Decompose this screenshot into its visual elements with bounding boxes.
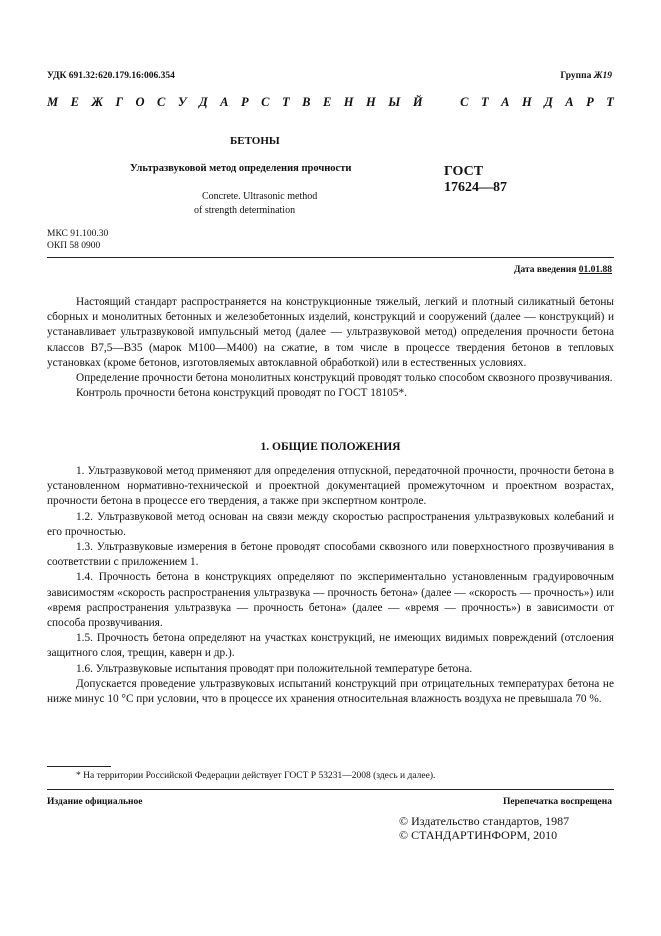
banner-letter: Н	[343, 95, 354, 109]
banner-letter: Т	[480, 95, 489, 109]
intro-date-value: 01.01.88	[578, 265, 612, 275]
section-text	[47, 464, 614, 707]
footnote: * На территории Российской Федерации действует ГОСТ Р 53231—2008 (здесь и далее).	[76, 771, 436, 781]
group-code	[560, 71, 612, 81]
group-label: Группа	[560, 71, 592, 81]
intro-date-label: Дата введения	[513, 265, 577, 275]
banner-letter: Г	[115, 95, 124, 109]
banner-letter: А	[565, 95, 574, 109]
edition-label: Издание официальное	[47, 797, 143, 807]
header-divider	[47, 257, 614, 258]
gost-label: ГОСТ	[444, 164, 484, 179]
banner-letter: Й	[412, 95, 423, 109]
paragraph: 1.6. Ультразвуковые испытания проводят при положительной температуре бетона.	[76, 662, 473, 675]
banner-letter: А	[501, 95, 510, 109]
paragraph: 1. Ультразвуковой метод применяют для определения отпускной, передаточной прочности, прочности бетона в установленном нормативно-технической и проектной документацией промежуточном и проектном возрастах, прочности бетона в процессе его твердения, а также при экспертном контроле.	[47, 465, 614, 508]
banner-letter: Н	[366, 95, 376, 109]
intro-date	[514, 265, 612, 275]
document-title: БЕТОНЫ	[230, 135, 280, 147]
section-heading: 1. ОБЩИЕ ПОЛОЖЕНИЯ	[260, 441, 401, 453]
standard-banner	[47, 95, 614, 110]
english-title-line1: Concrete. Ultrasonic method	[202, 191, 318, 202]
okp-code: ОКП 58 0900	[47, 241, 101, 251]
reprint-notice: Перепечатка воспрещена	[502, 797, 612, 807]
group-value: Ж19	[593, 71, 612, 81]
english-title-line2: of strength determination	[194, 205, 296, 216]
paragraph: Контроль прочности бетона конструкций проводят по ГОСТ 18105*.	[76, 387, 407, 400]
banner-letter: Е	[70, 95, 79, 109]
paragraph: Допускается проведение ультразвуковых испытаний конструкций при отрицательных температурах бетона не ниже минус 10 °С при условии, что в процессе их хранения относительная влажность воздуха не превышала 70 %.	[47, 677, 614, 706]
paragraph: Определение прочности бетона монолитных конструкций проводят только способом сквозного прозвучивания.	[76, 372, 613, 385]
copyright-line1: © Издательство стандартов, 1987	[399, 814, 570, 828]
paragraph: 1.4. Прочность бетона в конструкциях определяют по экспериментально установленным градуировочным зависимостям «скорость распространения ультразвука — прочность бетона» (далее — «скорость — прочность») или «время распространения ультразвука — прочность бетона» (далее — «время — прочность») в зависимости от способа прозвучивания.	[47, 571, 614, 630]
banner-letter: Н	[521, 95, 532, 109]
banner-letter: Д	[544, 95, 553, 109]
footnote-divider	[47, 766, 111, 767]
copyright-line2: © СТАНДАРТИНФОРМ, 2010	[399, 828, 558, 842]
banner-letter: Т	[606, 95, 614, 109]
banner-letter: Р	[240, 95, 249, 109]
paragraph: Настоящий стандарт распространяется на конструкционные тяжелый, легкий и плотный силикатный бетоны сборных и монолитных бетонных и железобетонных изделий, конструкций и сооружений (далее — конструкций) и устанавливает ультразвуковой импульсный метод (далее — ультразвуковой метод) определения прочности бетона классов В7,5—В35 (марок М100—М400) на сжатие, в том числе в процессе твердения бетонов в тепловых установках (кроме бетонов, изготовляемых автоклавной обработкой) или в естественных условиях.	[47, 296, 614, 369]
banner-letter: О	[135, 95, 145, 109]
banner-letter: М	[47, 95, 59, 109]
banner-letter: В	[302, 95, 311, 109]
gost-designation	[444, 164, 507, 196]
paragraph: 1.3. Ультразвуковые измерения в бетоне проводят способами сквозного или поверхностного прозвучивания в соответствии с приложением 1.	[47, 541, 614, 569]
banner-letter: Р	[586, 95, 594, 109]
banner-letter: А	[220, 95, 229, 109]
udk-code: УДК 691.32:620.179.16:006.354	[47, 71, 175, 81]
paragraph: 1.5. Прочность бетона определяют на участках конструкций, не имеющих видимых повреждений (отслоения защитного слоя, трещин, каверн и др.).	[47, 632, 614, 660]
banner-letter: У	[177, 95, 187, 109]
banner-letter: Е	[322, 95, 332, 109]
document-subtitle: Ультразвуковой метод определения прочности	[130, 163, 352, 174]
paragraph: 1.2. Ультразвуковой метод основан на связи между скоростью распространения ультразвуковых колебаний и его прочностью.	[47, 510, 614, 538]
banner-letter: Ж	[91, 95, 103, 109]
banner-letter: Д	[199, 95, 208, 109]
footer-divider	[47, 789, 614, 790]
banner-letter: С	[157, 95, 166, 109]
banner-letter: Т	[281, 95, 290, 109]
gost-number: 17624—87	[444, 180, 507, 195]
banner-letter: С	[261, 95, 270, 109]
banner-letter: Ы	[388, 95, 401, 109]
intro-text	[47, 295, 614, 401]
mks-code: МКС 91.100.30	[47, 229, 109, 239]
banner-letter: С	[460, 95, 469, 109]
